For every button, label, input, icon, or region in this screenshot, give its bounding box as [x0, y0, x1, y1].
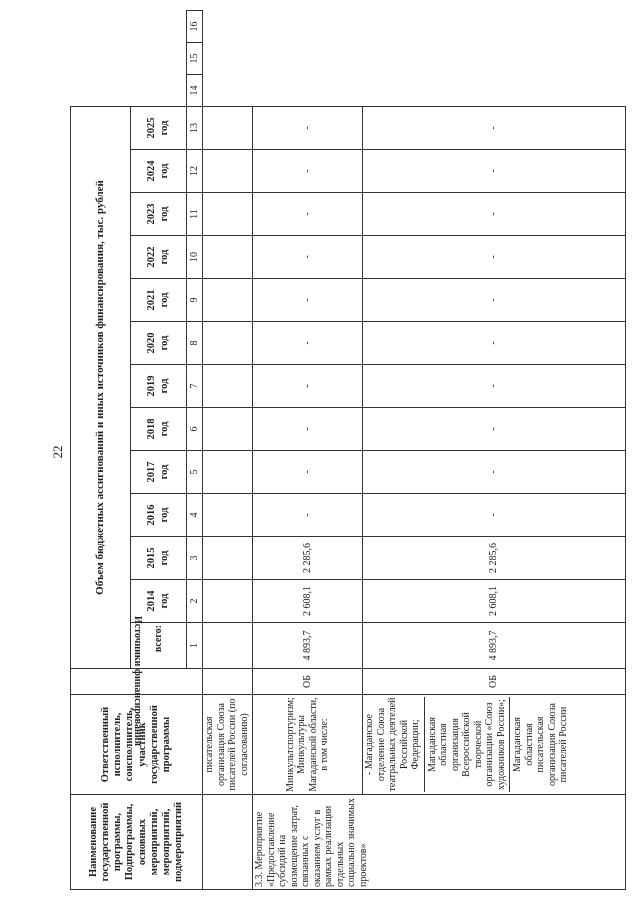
header-year-value: 2019	[146, 375, 158, 397]
continuation-empty-cell	[203, 623, 253, 669]
header-year-value: 2021	[146, 289, 158, 311]
header-year-value: 2015	[146, 547, 158, 569]
header-year	[131, 451, 187, 494]
year-value-cell: -	[253, 494, 363, 537]
sub-total: 4 893,7	[363, 623, 626, 669]
rotated-table-container	[70, 10, 625, 890]
year-value-cell: -	[253, 106, 363, 149]
header-year-value: 2022	[146, 246, 158, 268]
column-number: 14	[187, 74, 203, 106]
continuation-empty-cell	[203, 322, 253, 365]
year-value-cell: -	[363, 451, 626, 494]
column-number: 5	[187, 451, 203, 494]
year-value-cell: -	[363, 408, 626, 451]
year-value-cell: -	[253, 279, 363, 322]
column-number: 12	[187, 150, 203, 193]
header-year-value: 2014	[146, 590, 158, 612]
continuation-empty-cell	[203, 365, 253, 408]
header-responsible: Ответственный исполнитель, соисполнитель, участник государственной программы	[71, 695, 203, 795]
year-value-cell: 2 608,1	[363, 580, 626, 623]
column-number: 7	[187, 365, 203, 408]
year-value-cell: -	[253, 451, 363, 494]
header-total: всего:	[131, 623, 187, 669]
header-year-value: 2020	[146, 332, 158, 354]
year-value-cell: 2 285,6	[363, 537, 626, 580]
year-value-cell: -	[253, 150, 363, 193]
sub-org: Магаданская областная писательская организация Союза писателей России	[509, 697, 572, 792]
header-year-value: 2023	[146, 203, 158, 225]
column-number: 9	[187, 279, 203, 322]
header-name: Наименование государственной программы, Подпрограммы, основных мероприятий, мероприятий, подмероприятий	[71, 795, 203, 890]
header-year-word: год	[158, 206, 170, 222]
header-year-word: год	[158, 507, 170, 523]
continuation-responsible: писательская организация Союза писателей России (по согласованию)	[203, 695, 253, 795]
header-year	[131, 408, 187, 451]
year-value-cell: -	[363, 150, 626, 193]
year-value-cell: -	[253, 408, 363, 451]
column-number: 13	[187, 106, 203, 149]
header-year-word: год	[158, 120, 170, 136]
column-number: 8	[187, 322, 203, 365]
header-source-label: Источники финансирования	[131, 616, 143, 747]
header-year-value: 2024	[146, 160, 158, 182]
year-value-cell: -	[363, 494, 626, 537]
year-value-cell: -	[363, 106, 626, 149]
header-year-word: год	[158, 421, 170, 437]
continuation-empty-cell	[203, 236, 253, 279]
header-year	[131, 365, 187, 408]
header-volume: Объем бюджетных ассигнований и иных источников финансирования, тыс. рублей	[71, 106, 131, 668]
sub-org: - Магаданское отделение Союза театральных деятелей Российской Федерации;	[364, 697, 421, 792]
header-year-value: 2025	[146, 117, 158, 139]
column-number: 6	[187, 408, 203, 451]
header-year-word: год	[158, 163, 170, 179]
year-value-cell: -	[363, 236, 626, 279]
header-year-word: год	[158, 249, 170, 265]
continuation-empty-cell	[203, 150, 253, 193]
column-number: 10	[187, 236, 203, 279]
column-number: 16	[187, 11, 203, 43]
header-year	[131, 150, 187, 193]
sub-source: ОБ	[363, 669, 626, 695]
continuation-empty-cell	[203, 193, 253, 236]
year-value-cell: -	[363, 193, 626, 236]
sub-orgs-cell	[363, 695, 626, 795]
header-year-value: 2017	[146, 461, 158, 483]
header-year-word: год	[158, 335, 170, 351]
header-year-word: год	[158, 378, 170, 394]
header-year	[131, 322, 187, 365]
page-number: 22	[50, 445, 65, 459]
column-number: 11	[187, 193, 203, 236]
header-year-word: год	[158, 292, 170, 308]
header-year	[131, 236, 187, 279]
header-year	[131, 494, 187, 537]
header-year	[131, 106, 187, 149]
sub-org: Магаданская областная организация Всероссийской творческой организации «Союз художников России»;	[424, 697, 510, 792]
year-value-cell: -	[363, 365, 626, 408]
year-value-cell: -	[363, 322, 626, 365]
year-value-cell: -	[253, 193, 363, 236]
year-value-cell: -	[253, 365, 363, 408]
continuation-empty-cell	[203, 537, 253, 580]
header-year-value: 2016	[146, 504, 158, 526]
continuation-empty-cell	[203, 408, 253, 451]
continuation-empty-cell	[203, 580, 253, 623]
continuation-empty-cell	[203, 494, 253, 537]
header-year	[131, 279, 187, 322]
header-year-word: год	[158, 550, 170, 566]
measure-responsible: Минкультспортуризм; Минкультуры Магаданской области, в том числе:	[253, 695, 363, 795]
measure-name: 3.3. Мероприятие «Предоставление субсидий на возмещение затрат, связанных с оказанием услуг в рамках реализации отдельных социально значимых проектов»	[253, 795, 626, 890]
header-year	[131, 537, 187, 580]
column-number: 15	[187, 43, 203, 75]
measure-source: ОБ	[253, 669, 363, 695]
continuation-empty-cell	[203, 451, 253, 494]
continuation-empty-cell	[203, 106, 253, 149]
column-number: 3	[187, 537, 203, 580]
header-year-word: год	[158, 464, 170, 480]
column-number: 4	[187, 494, 203, 537]
year-value-cell: 2 285,6	[253, 537, 363, 580]
header-year	[131, 193, 187, 236]
year-value-cell: -	[253, 322, 363, 365]
year-value-cell: -	[363, 279, 626, 322]
continuation-empty-cell	[203, 279, 253, 322]
header-year-word: год	[158, 593, 170, 609]
continuation-empty-cell	[203, 669, 253, 695]
financing-table	[70, 10, 626, 890]
year-value-cell: -	[253, 236, 363, 279]
year-value-cell: 2 608,1	[253, 580, 363, 623]
column-number: 2	[187, 580, 203, 623]
measure-total: 4 893,7	[253, 623, 363, 669]
header-year-value: 2018	[146, 418, 158, 440]
column-number: 1	[187, 623, 203, 669]
continuation-name-cell	[203, 795, 253, 890]
